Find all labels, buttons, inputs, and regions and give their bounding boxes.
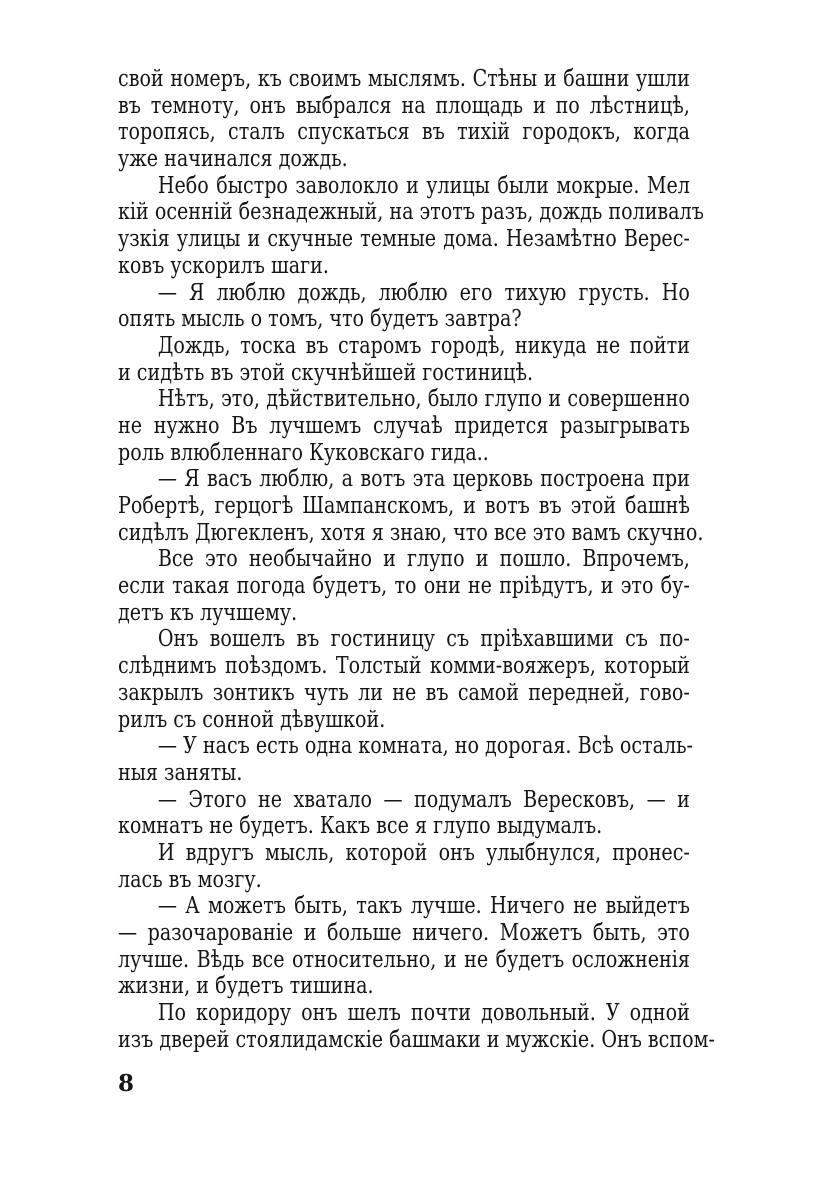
text-line: — Этого не хватало — подумалъ Вересковъ, — и bbox=[157, 786, 690, 813]
text-line: роль влюбленнаго Куковскаго гида.. bbox=[118, 439, 489, 466]
text-line: слѣднимъ поѣздомъ. Толстый комми-вояжеръ, который bbox=[118, 653, 690, 680]
text-line: детъ къ лучшему. bbox=[118, 599, 298, 626]
body-text bbox=[118, 66, 715, 1053]
text-line: въ темноту, онъ выбрался на площадь и по лѣстницѣ, bbox=[118, 92, 690, 119]
page-number: 8 bbox=[118, 1070, 135, 1097]
text-line: Дождь, тоска въ старомъ городѣ, никуда не пойти bbox=[157, 332, 690, 359]
text-line: изъ дверей стоялидамскіе башмаки и мужскіе. Онъ вспом- bbox=[118, 1026, 715, 1053]
text-line: ныя заняты. bbox=[118, 759, 243, 786]
text-line: рилъ съ сонной дѣвушкой. bbox=[118, 706, 386, 733]
text-line: По коридору онъ шелъ почти довольный. У одной bbox=[157, 1000, 690, 1027]
text-line: комнатъ не будетъ. Какъ все я глупо выдумалъ. bbox=[118, 813, 603, 840]
text-line: жизни, и будетъ тишина. bbox=[118, 973, 374, 1000]
text-line: закрылъ зонтикъ чуть ли не въ самой передней, гово- bbox=[118, 679, 690, 706]
text-line: ковъ ускорилъ шаги. bbox=[118, 252, 329, 279]
text-line: — Я васъ люблю, а вотъ эта церковь построена при bbox=[157, 466, 690, 493]
text-line: Онъ вошелъ въ гостиницу съ пріѣхавшими съ по- bbox=[157, 626, 690, 653]
text-line: Робертѣ, герцогѣ Шампанскомъ, и вотъ въ этой башнѣ bbox=[118, 493, 690, 519]
text-line: кій осенній безнадежный, на этотъ разъ, дождь поливалъ bbox=[118, 199, 704, 226]
text-line: сидѣлъ Дюгекленъ, хотя я знаю, что все это вамъ скучно. bbox=[118, 519, 704, 546]
text-line: И вдругъ мысль, которой онъ улыбнулся, пронес- bbox=[157, 839, 690, 866]
text-line: торопясь, сталъ спускаться въ тихій городокъ, когда bbox=[118, 119, 690, 146]
text-line: Нѣтъ, это, дѣйствительно, было глупо и совершенно bbox=[157, 386, 690, 413]
text-line: Все это необычайно и глупо и пошло. Впрочемъ, bbox=[157, 546, 690, 573]
text-line: — У насъ есть одна комната, но дорогая. Всѣ осталь- bbox=[157, 733, 693, 760]
text-line: не нужно Въ лучшемъ случаѣ придется разыгрывать bbox=[118, 412, 690, 439]
text-line: лась въ мозгу. bbox=[118, 866, 262, 893]
text-line: опять мысль о томъ, что будетъ завтра? bbox=[118, 306, 522, 333]
text-line: — Я люблю дождь, люблю его тихую грусть. Но bbox=[157, 279, 690, 306]
text-line: лучше. Вѣдь все относительно, и не будетъ осложненія bbox=[118, 946, 690, 973]
text-line: если такая погода будетъ, то они не пріѣдутъ, и это бу- bbox=[118, 573, 690, 600]
text-line: уже начинался дождь. bbox=[118, 146, 348, 173]
text-line: узкія улицы и скучные темные дома. Незамѣтно Верес- bbox=[118, 226, 690, 253]
text-line: — разочарованіе и больше ничего. Можетъ быть, это bbox=[118, 920, 690, 946]
text-line: и сидѣть въ этой скучнѣйшей гостиницѣ. bbox=[118, 359, 534, 386]
text-line: свой номеръ, къ своимъ мыслямъ. Стѣны и башни ушли bbox=[118, 66, 690, 92]
text-line: — А можетъ быть, такъ лучше. Ничего не выйдетъ bbox=[157, 893, 690, 920]
text-line: Небо быстро заволокло и улицы были мокрые. Мел bbox=[157, 172, 690, 199]
